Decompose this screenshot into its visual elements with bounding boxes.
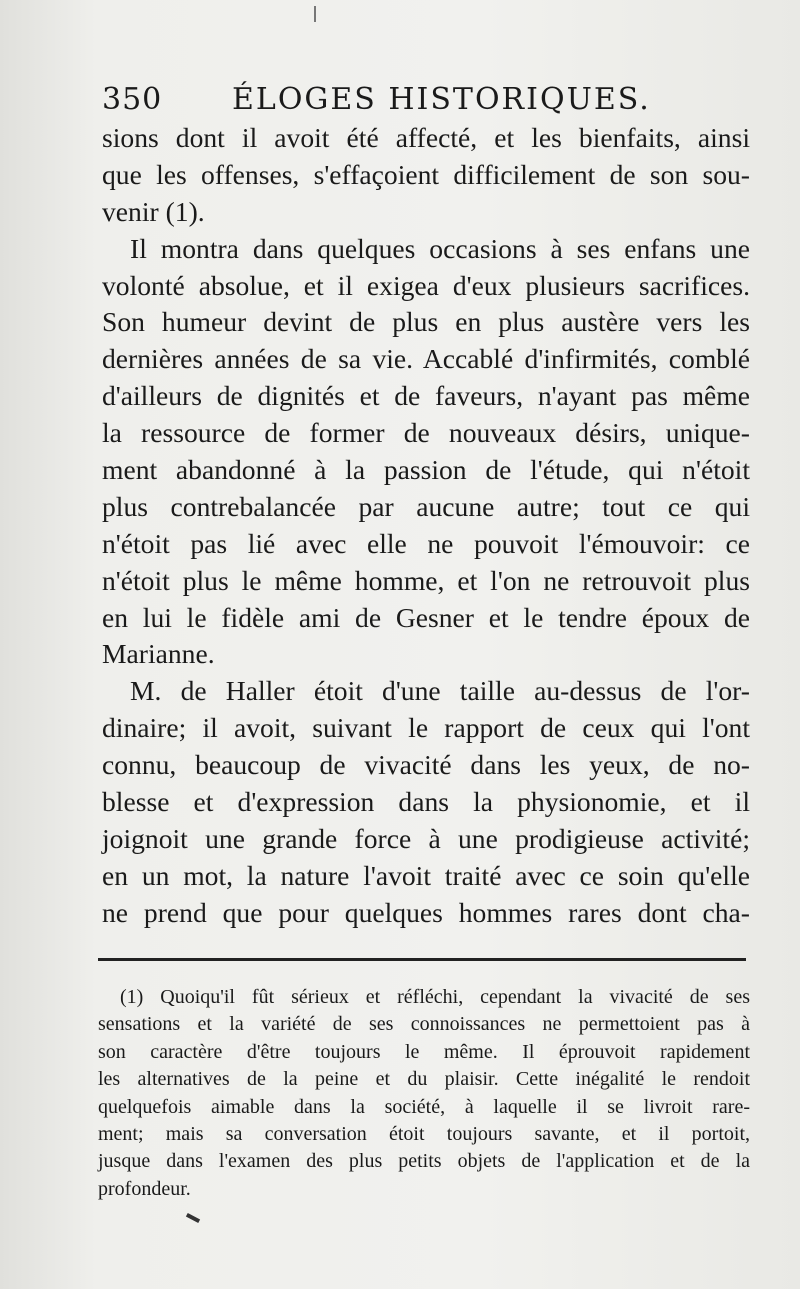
footnote-line: les alternatives de la peine et du plaisir. Cette inégalité le rendoit — [98, 1068, 750, 1091]
print-mark — [314, 6, 316, 22]
footnote-line: sensations et la variété de ses connoissances ne permettoient pas à — [98, 1013, 750, 1036]
print-mark — [186, 1213, 200, 1223]
text-line: joignoit une grande force à une prodigieuse activité; — [102, 822, 750, 854]
text-line: en un mot, la nature l'avoit traité avec ce soin qu'elle — [102, 859, 750, 891]
footnote-line: profondeur. — [98, 1177, 191, 1200]
text-line: en lui le fidèle ami de Gesner et le tendre époux de — [102, 601, 750, 633]
footnote-line: ment; mais sa conversation étoit toujours savante, et il portoit, — [98, 1122, 750, 1145]
text-line: d'ailleurs de dignités et de faveurs, n'ayant pas même — [102, 380, 750, 412]
main-text — [102, 120, 750, 932]
text-line: ne prend que pour quelques hommes rares dont cha- — [102, 896, 750, 928]
running-head: ÉLOGES HISTORIQUES. — [232, 82, 651, 117]
text-line: connu, beaucoup de vivacité dans les yeux, de no- — [102, 749, 750, 781]
page-number: 350 — [102, 82, 163, 117]
text-line: dernières années de sa vie. Accablé d'infirmités, comblé — [102, 343, 750, 375]
text-line: n'étoit plus le même homme, et l'on ne retrouvoit plus — [102, 564, 750, 596]
footnote-line: quelquefois aimable dans la société, à laquelle il se livroit rare- — [98, 1095, 750, 1118]
text-line: sions dont il avoit été affecté, et les bienfaits, ainsi — [102, 122, 750, 153]
text-line: n'étoit pas lié avec elle ne pouvoit l'émouvoir: ce — [102, 527, 750, 559]
text-line: M. de Haller étoit d'une taille au-dessus de l'or- — [130, 675, 750, 707]
text-line: que les offenses, s'effaçoient difficilement de son sou- — [102, 158, 750, 190]
footnote-line: (1) Quoiqu'il fût sérieux et réfléchi, cependant la vivacité de ses — [120, 986, 750, 1008]
footnote-line: son caractère d'être toujours le même. Il éprouvoit rapidement — [98, 1040, 750, 1063]
page-header — [100, 82, 740, 122]
text-line: venir (1). — [102, 195, 205, 227]
text-line: plus contrebalancée par aucune autre; tout ce qui — [102, 490, 750, 522]
text-line: ment abandonné à la passion de l'étude, qui n'étoit — [102, 454, 750, 486]
text-line: Marianne. — [102, 638, 215, 670]
text-line: volonté absolue, et il exigea d'eux plusieurs sacrifices. — [102, 269, 750, 301]
text-line: Son humeur devint de plus en plus austère vers les — [102, 306, 750, 338]
text-line: dinaire; il avoit, suivant le rapport de ceux qui l'ont — [102, 712, 750, 744]
text-line: la ressource de former de nouveaux désirs, unique- — [102, 417, 750, 449]
footnote-line: jusque dans l'examen des plus petits objets de l'application et de la — [98, 1150, 750, 1173]
footnote — [98, 984, 750, 1203]
footnote-rule — [98, 958, 746, 961]
text-line: Il montra dans quelques occasions à ses enfans une — [130, 232, 750, 264]
text-line: blesse et d'expression dans la physionomie, et il — [102, 786, 750, 818]
